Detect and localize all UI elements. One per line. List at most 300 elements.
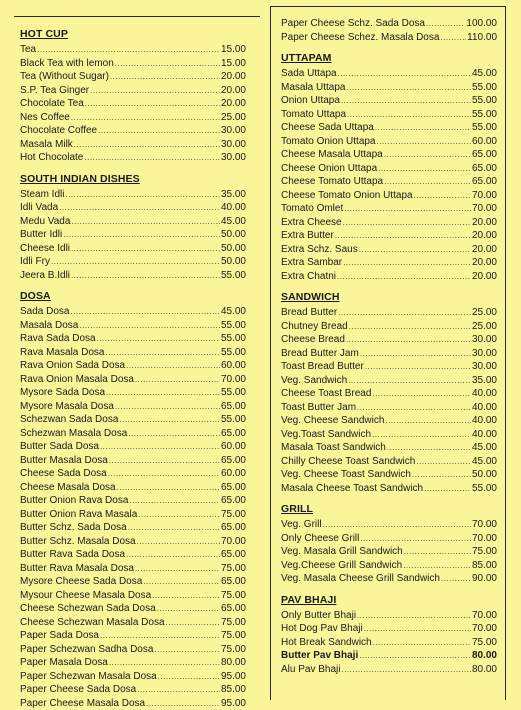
menu-item [20,427,246,441]
menu-item [20,400,246,414]
dot-leader [346,81,470,95]
menu-item-price: 80.00 [472,649,497,663]
menu-item [20,481,246,495]
menu-item-price: 75.00 [221,643,246,657]
dot-leader [357,609,471,623]
menu-item-name: Cheese Tomato Uttapa [281,175,383,189]
dot-leader [335,229,471,243]
menu-item-price: 75.00 [221,562,246,576]
menu-item-name: Butter Sada Dosa [20,440,99,454]
dot-leader [110,70,220,84]
menu-item [281,609,497,623]
menu-item-price: 50.00 [221,255,246,269]
menu-item-price: 55.00 [472,94,497,108]
menu-item-name: Sada Uttapa [281,67,337,81]
menu-item-name: Onion Uttapa [281,94,340,108]
menu-item-name: Butter Pav Bhaji [281,649,358,663]
dot-leader [157,602,220,616]
menu-item [20,589,246,603]
menu-item-name: Masala Uttapa [281,81,345,95]
menu-item-price: 30.00 [221,138,246,152]
menu-item [20,562,246,576]
menu-item-name: Medu Vada [20,215,70,229]
dot-leader [119,413,220,427]
menu-item-name: Extra Butter [281,229,334,243]
menu-item-name: Paper Cheese Schz. Sada Dosa [281,17,425,31]
dot-leader [84,151,220,165]
menu-item [281,360,497,374]
menu-section-south-indian-dishes [20,173,246,283]
menu-item-price: 70.00 [472,202,497,216]
menu-item [20,111,246,125]
menu-item-price: 50.00 [221,242,246,256]
menu-item [281,428,497,442]
dot-leader [65,188,220,202]
dot-leader [343,216,471,230]
menu-item-name: Paper Schezwan Masala Dosa [20,670,157,684]
menu-item-name: Cheese Idli [20,242,70,256]
dot-leader [341,663,470,677]
dot-leader [343,256,471,270]
menu-item-name: Veg. Sandwich [281,374,347,388]
menu-item-price: 75.00 [221,589,246,603]
menu-item-name: Extra Cheese [281,216,342,230]
menu-item [20,697,246,710]
menu-item-name: Veg. Masala Cheese Grill Sandwich [281,572,440,586]
dot-leader [97,332,220,346]
menu-column-right [270,6,506,700]
dot-leader [426,17,465,31]
menu-item [20,575,246,589]
menu-item [20,84,246,98]
dot-leader [74,138,220,152]
menu-item-name: Extra Schz. Saus [281,243,358,257]
menu-item-price: 60.00 [472,135,497,149]
menu-item-price: 15.00 [221,57,246,71]
menu-section-sandwich [281,291,497,495]
menu-item [20,124,246,138]
menu-item [20,494,246,508]
section-title: GRILL [281,503,497,515]
menu-item-price: 55.00 [221,346,246,360]
menu-item [281,649,497,663]
dot-leader [129,494,220,508]
menu-item [281,270,497,284]
menu-item [281,67,497,81]
menu-item-price: 35.00 [221,188,246,202]
dot-leader [359,243,471,257]
menu-item [20,215,246,229]
dot-leader [138,508,220,522]
dot-leader [403,559,471,573]
menu-item-name: Paper Sada Dosa [20,629,99,643]
menu-item-name: Cheese Sada Uttapa [281,121,374,135]
dot-leader [115,400,220,414]
menu-item-price: 70.00 [472,622,497,636]
menu-item-price: 65.00 [472,175,497,189]
menu-item-price: 70.00 [472,518,497,532]
menu-item [281,17,497,31]
menu-item-name: Cheese Toast Bread [281,387,371,401]
menu-item-name: Tea (Without Sugar) [20,70,109,84]
menu-item-name: Idli Fry [20,255,50,269]
menu-item [20,138,246,152]
dot-leader [440,31,466,45]
menu-item-price: 60.00 [221,467,246,481]
menu-item-name: Rava Onion Sada Dosa [20,359,125,373]
menu-item-name: Paper Masala Dosa [20,656,108,670]
menu-item [20,454,246,468]
menu-item-name: Veg.Cheese Grill Sandwich [281,559,402,573]
dot-leader [71,242,220,256]
menu-item-price: 45.00 [221,305,246,319]
dot-leader [347,108,471,122]
dot-leader [414,189,471,203]
dot-leader [143,575,220,589]
dot-leader [404,545,471,559]
menu-item [281,347,497,361]
dot-leader [128,521,220,535]
menu-item-name: Hot Dog Pav Bhaji [281,622,363,636]
menu-item [281,202,497,216]
menu-item [281,455,497,469]
dot-leader [384,175,471,189]
menu-item-price: 55.00 [472,482,497,496]
menu-item [281,121,497,135]
menu-item-price: 80.00 [472,663,497,677]
menu-item-price: 90.00 [472,572,497,586]
dot-leader [85,97,220,111]
dot-leader [128,427,220,441]
menu-item [20,43,246,57]
menu-item-name: Veg. Cheese Sandwich [281,414,384,428]
menu-item-name: S.P. Tea Ginger [20,84,89,98]
menu-item-price: 60.00 [221,440,246,454]
menu-item-name: Schezwan Masala Dosa [20,427,127,441]
menu-item [20,440,246,454]
menu-item-price: 50.00 [472,468,497,482]
menu-column-left [14,16,260,700]
menu-item-price: 50.00 [221,228,246,242]
menu-item-name: Toast Butter Jam [281,401,356,415]
menu-item [20,467,246,481]
dot-leader [158,670,220,684]
menu-item-price: 65.00 [221,454,246,468]
menu-item-name: Schezwan Sada Dosa [20,413,118,427]
menu-item-price: 75.00 [221,508,246,522]
menu-item-name: Extra Sambar [281,256,342,270]
section-title: PAV BHAJI [281,594,497,606]
dot-leader [59,201,220,215]
menu-item-price: 20.00 [221,84,246,98]
menu-item-price: 65.00 [472,162,497,176]
dot-leader [360,347,471,361]
dot-leader [135,562,220,576]
dot-leader [372,428,471,442]
menu-item-price: 70.00 [472,189,497,203]
menu-item-name: Chilly Cheese Toast Sandwich [281,455,415,469]
menu-item [20,201,246,215]
dot-leader [115,57,220,71]
menu-item-price: 55.00 [472,121,497,135]
dot-leader [126,359,220,373]
section-title: SOUTH INDIAN DISHES [20,173,246,185]
menu-item-name: Chocolate Tea [20,97,84,111]
menu-item-name: Rava Onion Masala Dosa [20,373,134,387]
menu-item-name: Cheese Schezwan Masala Dosa [20,616,165,630]
menu-item-name: Cheese Tomato Onion Uttapa [281,189,413,203]
menu-item-name: Masala Cheese Toast Sandwich [281,482,423,496]
menu-item [20,656,246,670]
menu-item-price: 65.00 [221,602,246,616]
dot-leader [364,622,471,636]
menu-item [281,256,497,270]
dot-leader [377,135,471,149]
menu-item [20,70,246,84]
dot-leader [71,215,220,229]
menu-item-price: 55.00 [221,319,246,333]
dot-leader [378,162,471,176]
dot-leader [109,454,220,468]
dot-leader [344,202,471,216]
menu-item-name: Tomato Uttapa [281,108,346,122]
menu-item-price: 40.00 [472,428,497,442]
menu-item-price: 35.00 [472,374,497,388]
dot-leader [349,320,471,334]
menu-item [281,468,497,482]
menu-item [20,548,246,562]
menu-item [281,559,497,573]
menu-item-name: Toast Bread Butter [281,360,364,374]
menu-item [281,320,497,334]
menu-item-name: Veg.Toast Sandwich [281,428,371,442]
dot-leader [338,306,471,320]
menu-item [281,414,497,428]
menu-item-price: 55.00 [472,81,497,95]
dot-leader [109,656,220,670]
menu-item-price: 65.00 [472,148,497,162]
dot-leader [63,228,220,242]
menu-item [20,413,246,427]
menu-item-name: Only Cheese Grill [281,532,359,546]
menu-item [20,319,246,333]
menu-item [20,373,246,387]
menu-item [20,616,246,630]
menu-item [281,518,497,532]
menu-item-price: 30.00 [472,360,497,374]
menu-item [20,670,246,684]
menu-item-name: Butter Schz. Sada Dosa [20,521,127,535]
menu-item [281,189,497,203]
menu-item-price: 40.00 [472,387,497,401]
menu-item-price: 45.00 [472,455,497,469]
menu-item-name: Butter Rava Masala Dosa [20,562,134,576]
menu-item-price: 25.00 [472,306,497,320]
menu-item-price: 65.00 [221,481,246,495]
menu-item-price: 65.00 [221,400,246,414]
menu-item [20,683,246,697]
menu-section-pav-bhaji [281,594,497,677]
menu-item [20,643,246,657]
menu-item [281,482,497,496]
continued-dosa-items [281,17,497,44]
menu-item-name: Alu Pav Bhaji [281,663,340,677]
menu-item [281,216,497,230]
menu-item [20,535,246,549]
dot-leader [375,121,471,135]
menu-item-price: 65.00 [221,427,246,441]
menu-item [281,374,497,388]
menu-item-name: Cheese Sada Dosa [20,467,107,481]
menu-item-price: 30.00 [472,333,497,347]
dot-leader [337,270,471,284]
menu-item-name: Paper Cheese Schez. Masala Dosa [281,31,439,45]
menu-item-price: 40.00 [472,401,497,415]
menu-item [281,441,497,455]
menu-item-name: Only Butter Bhaji [281,609,356,623]
dot-leader [126,548,220,562]
menu-item-name: Hot Break Sandwich [281,636,372,650]
menu-item-price: 110.00 [467,31,497,45]
menu-item-price: 85.00 [221,683,246,697]
menu-item [281,545,497,559]
menu-item [281,306,497,320]
dot-leader [373,636,471,650]
dot-leader [387,441,471,455]
dot-leader [348,374,471,388]
menu-item [281,333,497,347]
menu-section-hot-cup [20,28,246,165]
menu-item-name: Butter Rava Sada Dosa [20,548,125,562]
menu-item-name: Rava Sada Dosa [20,332,96,346]
menu-item-price: 65.00 [221,494,246,508]
menu-item [20,521,246,535]
dot-leader [71,269,220,283]
menu-item-name: Butter Idli [20,228,62,242]
menu-item [281,622,497,636]
dot-leader [323,518,471,532]
menu-item-price: 95.00 [221,697,246,710]
menu-item-name: Veg. Cheese Toast Sandwich [281,468,411,482]
menu-item [20,386,246,400]
dot-leader [117,481,220,495]
dot-leader [137,535,220,549]
menu-item-price: 85.00 [472,559,497,573]
menu-item-price: 55.00 [221,269,246,283]
menu-item [281,636,497,650]
dot-leader [365,360,471,374]
menu-item-price: 25.00 [221,111,246,125]
menu-item-price: 95.00 [221,670,246,684]
menu-item-name: Masala Dosa [20,319,78,333]
dot-leader [108,467,220,481]
dot-leader [51,255,220,269]
menu-item-name: Steam Idli [20,188,64,202]
menu-item [20,359,246,373]
dot-leader [100,440,220,454]
dot-leader [412,468,471,482]
menu-item-price: 30.00 [221,151,246,165]
menu-item-price: 55.00 [221,413,246,427]
dot-leader [98,124,220,138]
menu-item-name: Tomato Omlet [281,202,343,216]
menu-item [281,572,497,586]
menu-item-name: Chutney Bread [281,320,348,334]
menu-item-name: Cheese Masala Uttapa [281,148,383,162]
menu-item [20,629,246,643]
menu-item-price: 75.00 [221,629,246,643]
section-title: DOSA [20,290,246,302]
menu-item-price: 45.00 [472,67,497,81]
menu-item [20,57,246,71]
menu-item-price: 60.00 [221,359,246,373]
menu-section-uttapam [281,52,497,283]
menu-item-name: Veg. Masala Grill Sandwich [281,545,403,559]
dot-leader [384,148,471,162]
menu-item [20,269,246,283]
menu-item-name: Paper Schezwan Sadha Dosa [20,643,153,657]
menu-item-name: Veg. Grill [281,518,322,532]
menu-item-name: Butter Masala Dosa [20,454,108,468]
menu-item-name: Tomato Onion Uttapa [281,135,376,149]
menu-item-price: 20.00 [472,216,497,230]
menu-item [20,305,246,319]
menu-item [20,346,246,360]
dot-leader [346,333,471,347]
menu-item-name: Cheese Masala Dosa [20,481,116,495]
menu-item-price: 70.00 [221,373,246,387]
dot-leader [105,346,219,360]
menu-item-price: 100.00 [466,17,497,31]
dot-leader [360,532,471,546]
menu-item-name: Paper Cheese Masala Dosa [20,697,145,710]
menu-item-name: Idli Vada [20,201,58,215]
menu-item-price: 45.00 [472,441,497,455]
dot-leader [100,629,220,643]
dot-leader [372,387,471,401]
menu-item-name: Extra Chatni [281,270,336,284]
menu-item-name: Mysore Masala Dosa [20,400,114,414]
menu-item-price: 75.00 [221,616,246,630]
menu-item-price: 75.00 [472,545,497,559]
dot-leader [146,697,220,710]
menu-item [20,602,246,616]
menu-item [281,401,497,415]
menu-item-price: 70.00 [472,532,497,546]
menu-section-dosa [20,290,246,710]
menu-item-price: 65.00 [221,575,246,589]
menu-item [281,175,497,189]
menu-item-name: Nes Coffee [20,111,70,125]
menu-item [281,229,497,243]
menu-item-price: 20.00 [221,70,246,84]
menu-item-price: 55.00 [221,386,246,400]
menu-item-name: Masala Milk [20,138,73,152]
menu-item [281,31,497,45]
dot-leader [152,589,220,603]
dot-leader [424,482,471,496]
menu-item [281,94,497,108]
dot-leader [37,43,220,57]
dot-leader [90,84,220,98]
menu-item-name: Rava Masala Dosa [20,346,104,360]
dot-leader [79,319,220,333]
dot-leader [416,455,471,469]
menu-item-name: Hot Chocolate [20,151,83,165]
menu-item [20,242,246,256]
menu-item-name: Cheese Bread [281,333,345,347]
menu-item-price: 70.00 [472,609,497,623]
